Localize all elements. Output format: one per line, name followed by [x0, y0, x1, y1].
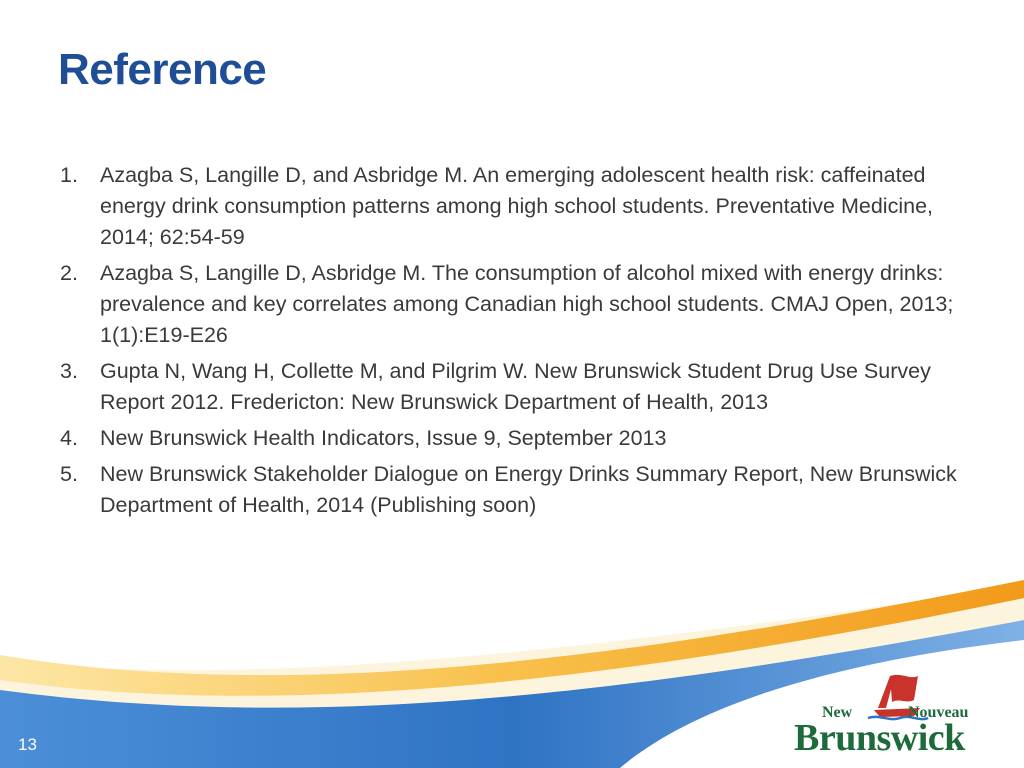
reference-text: Azagba S, Langille D, Asbridge M. The consumption of alcohol mixed with energy drinks: prevalence and key correlates among Canadian high school students. CMAJ Open, 2013; 1(1):E19-E26 [100, 261, 954, 347]
slide-title: Reference [58, 45, 267, 94]
reference-text: New Brunswick Stakeholder Dialogue on Energy Drinks Summary Report, New Brunswick Department of Health, 2014 (Publishing soon) [100, 462, 957, 517]
reference-number: 4. [60, 426, 78, 450]
reference-number: 1. [60, 163, 78, 187]
page-number: 13 [18, 735, 37, 754]
logo-text-brunswick: Brunswick [794, 717, 965, 759]
reference-number: 3. [60, 359, 78, 383]
reference-text: New Brunswick Health Indicators, Issue 9, September 2013 [100, 426, 667, 450]
reference-number: 5. [60, 462, 78, 486]
reference-text: Azagba S, Langille D, and Asbridge M. An emerging adolescent health risk: caffeinated energy drink consumption patterns among high school students. Preventative Medicine, 2014; 62:54-59 [100, 163, 933, 249]
reference-number: 2. [60, 261, 78, 285]
logo-text-new: New [822, 704, 853, 721]
new-brunswick-logo [790, 668, 1010, 758]
reference-text: Gupta N, Wang H, Collette M, and Pilgrim W. New Brunswick Student Drug Use Survey Report 2012. Fredericton: New Brunswick Department of Health, 2013 [100, 359, 931, 414]
logo-text-nouveau: Nouveau [908, 704, 969, 721]
